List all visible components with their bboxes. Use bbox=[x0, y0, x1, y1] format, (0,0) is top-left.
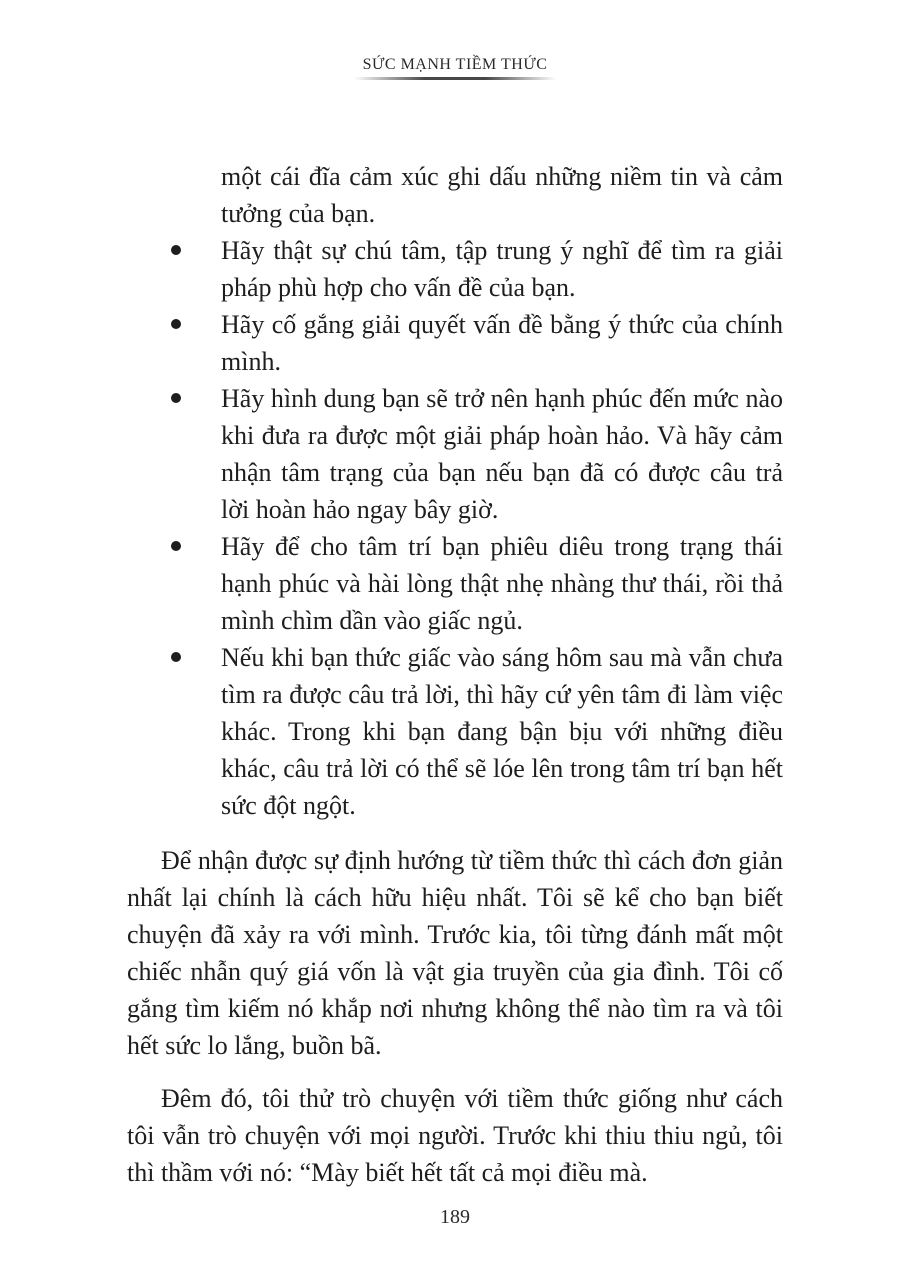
list-item-text: Hãy hình dung bạn sẽ trở nên hạnh phúc đến mức nào khi đưa ra được một giải pháp hoàn hảo. Và hãy cảm nhận tâm trạng của bạn nếu bạn đã có được câu trả lời hoàn hảo ngay bây giờ. bbox=[221, 384, 783, 524]
bullet-icon bbox=[171, 319, 181, 329]
paragraph: Đêm đó, tôi thử trò chuyện với tiềm thức giống như cách tôi vẫn trò chuyện với mọi người. Trước khi thiu thiu ngủ, tôi thì thầm với nó: “Mày biết hết tất cả mọi điều mà. bbox=[127, 1084, 783, 1187]
list-item-text: Hãy thật sự chú tâm, tập trung ý nghĩ để tìm ra giải pháp phù hợp cho vấn đề của bạn. bbox=[221, 236, 783, 302]
running-header: SỨC MẠNH TIỀM THỨC bbox=[362, 56, 548, 73]
list-item bbox=[127, 232, 783, 306]
header-rule bbox=[354, 77, 556, 80]
list-item-text: Hãy để cho tâm trí bạn phiêu diêu trong trạng thái hạnh phúc và hài lòng thật nhẹ nhàng thư thái, rồi thả mình chìm dần vào giấc ngủ. bbox=[221, 532, 783, 635]
page-number: 189 bbox=[440, 1206, 470, 1228]
bullet-icon bbox=[171, 393, 181, 403]
list-item bbox=[127, 380, 783, 528]
paragraph: Để nhận được sự định hướng từ tiềm thức thì cách đơn giản nhất lại chính là cách hữu hiệu nhất. Tôi sẽ kể cho bạn biết chuyện đã xảy ra với mình. Trước kia, tôi từng đánh mất một chiếc nhẫn quý giá vốn là vật gia truyền của gia đình. Tôi cố gắng tìm kiếm nó khắp nơi nhưng không thể nào tìm ra và tôi hết sức lo lắng, buồn bã. bbox=[127, 846, 783, 1060]
body-text bbox=[127, 158, 783, 1191]
list-item-text: Nếu khi bạn thức giấc vào sáng hôm sau mà vẫn chưa tìm ra được câu trả lời, thì hãy cứ yên tâm đi làm việc khác. Trong khi bạn đang bận bịu với những điều khác, câu trả lời có thể sẽ lóe lên trong tâm trí bạn hết sức đột ngột. bbox=[221, 643, 783, 820]
bullet-icon bbox=[171, 245, 181, 255]
list-item-text: Hãy cố gắng giải quyết vấn đề bằng ý thức của chính mình. bbox=[221, 310, 783, 376]
list-item bbox=[127, 639, 783, 824]
bullet-list bbox=[127, 232, 783, 824]
list-item bbox=[127, 528, 783, 639]
bullet-icon bbox=[171, 541, 181, 551]
list-item bbox=[127, 306, 783, 380]
continued-text: một cái đĩa cảm xúc ghi dấu những niềm tin và cảm tưởng của bạn. bbox=[221, 162, 783, 228]
bullet-icon bbox=[171, 652, 181, 662]
